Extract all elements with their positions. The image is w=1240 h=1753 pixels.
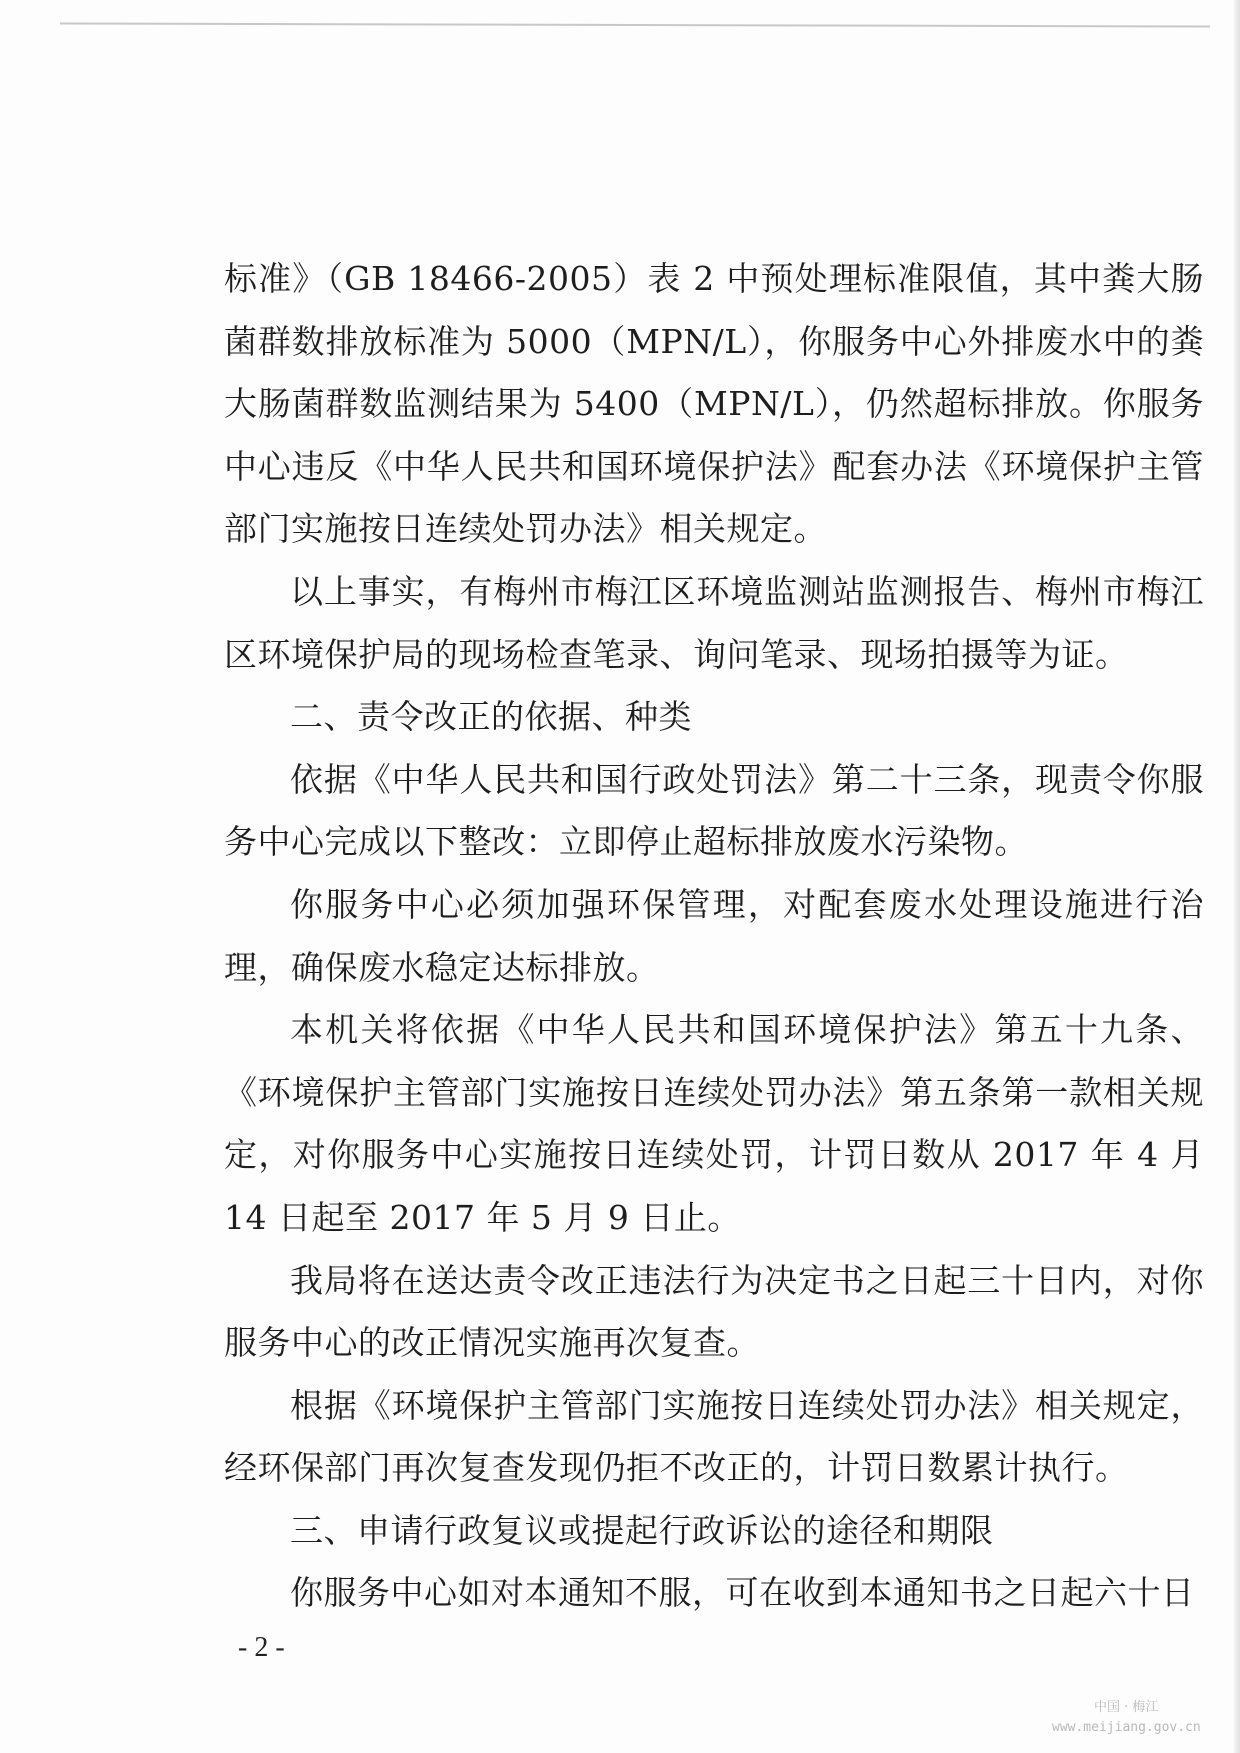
paragraph-8: 你服务中心如对本通知不服，可在收到本通知书之日起六十日: [290, 1573, 1195, 1613]
watermark-site-name: 中国 · 梅江: [1094, 1700, 1159, 1715]
paragraph-5: 本机关将依据《中华人民共和国环境保护法》第五十九条、《环境保护主管部门实施按日连续处罚办法》第五条第一款相关规定，对你服务中心实施按日连续处罚，计罚日数从 2017 年 4 月 14 日起至 2017 年 5 月 9 日止。: [224, 1010, 1204, 1237]
paragraph-1: 标准》（GB 18466-2005）表 2 中预处理标准限值，其中粪大肠菌群数排放标准为 5000（MPN/L），你服务中心外排废水中的粪大肠菌群数监测结果为 5400（MPN/L），仍然超标排放。你服务中心违反《中华人民共和国环境保护法》配套办法《环境保护主管部门实施按日连续处罚办法》相关规定。: [224, 259, 1204, 549]
paragraph-6: 我局将在送达责令改正违法行为决定书之日起三十日内，对你服务中心的改正情况实施再次复查。: [224, 1260, 1204, 1363]
document-body: [224, 248, 1204, 1625]
top-rule: [60, 22, 1210, 27]
paragraph-2: 以上事实，有梅州市梅江区环境监测站监测报告、梅州市梅江区环境保护局的现场检查笔录、询问笔录、现场拍摄等为证。: [224, 571, 1204, 674]
paragraph-3: 依据《中华人民共和国行政处罚法》第二十三条，现责令你服务中心完成以下整改：立即停止超标排放废水污染物。: [224, 759, 1204, 862]
section-heading-2: 二、责令改正的依据、种类: [290, 697, 692, 737]
section-heading-3: 三、申请行政复议或提起行政诉讼的途径和期限: [290, 1510, 994, 1550]
paragraph-4: 你服务中心必须加强环保管理，对配套废水处理设施进行治理，确保废水稳定达标排放。: [224, 884, 1204, 987]
scan-edge-shadow: [1234, 0, 1240, 1753]
watermark-url: www.meijiang.gov.cn: [1052, 1720, 1201, 1735]
page-number: - 2 -: [238, 1632, 285, 1663]
paragraph-7: 根据《环境保护主管部门实施按日连续处罚办法》相关规定，经环保部门再次复查发现仍拒不改正的，计罚日数累计执行。: [224, 1385, 1204, 1488]
